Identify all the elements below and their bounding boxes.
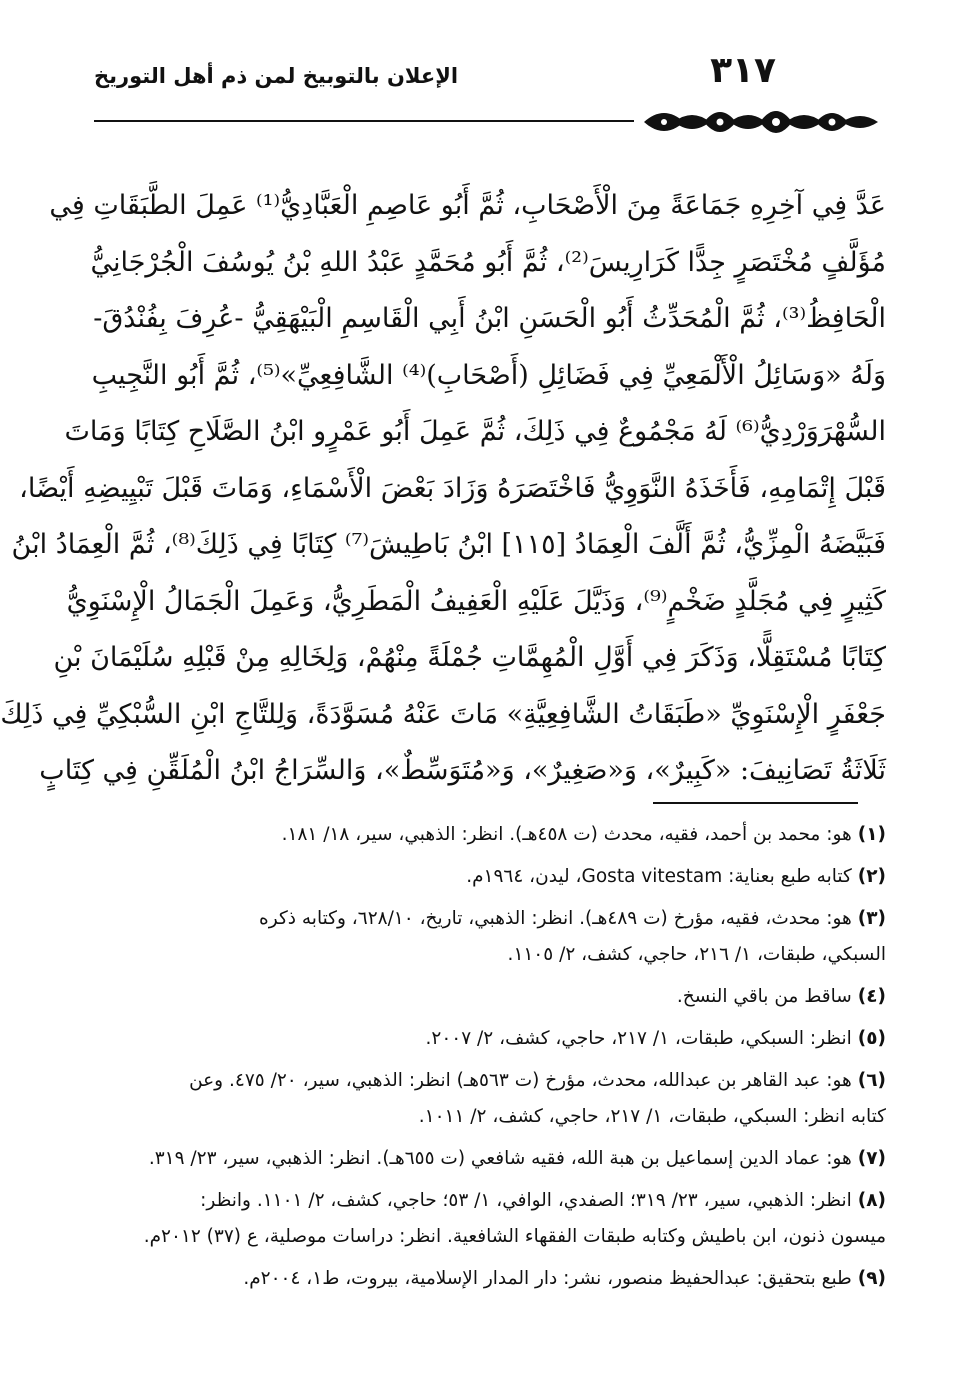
text-line: السُّهْرَوَرْدِيُّ⁽⁶⁾ لَهُ مَجْمُوعٌ فِي ذَلِكَ، ثُمَّ عَمِلَ أَبُو عَمْرٍو ابْنُ الصَّلَاحِ كِتَابًا وَمَاتَ [64, 416, 886, 447]
footnote-line [88, 1021, 886, 1057]
footnote-number: (٣) [857, 908, 886, 929]
page-number: ٣١٧ [710, 50, 776, 91]
footnote-line [88, 1063, 886, 1099]
footnote-line [88, 1261, 886, 1297]
footnote-line [88, 979, 886, 1015]
footnote-number: (٤) [857, 986, 886, 1007]
footnotes-list [88, 817, 886, 1303]
footnote-2 [88, 859, 886, 895]
footnote-9 [88, 1261, 886, 1297]
footnote-1 [88, 817, 886, 853]
footnote-text: طبع بتحقيق: عبدالحفيظ منصور، نشر: دار المدار الإسلامية، بيروت، ط١، ٢٠٠٤م. [243, 1268, 852, 1289]
footnote-3 [88, 901, 886, 973]
text-line: مُؤَلَّفٍ مُخْتَصَرٍ جِدًّا كَرَارِيسَ⁽²⁾، ثُمَّ أَبُو مُحَمَّدٍ عَبْدُ اللهِ بْنُ يُوسُفَ الْجُرْجَانِيُّ [90, 246, 886, 278]
floral-ornament-icon [634, 98, 884, 146]
footnote-5 [88, 1021, 886, 1057]
footnote-number: (٢) [857, 866, 886, 887]
footnote-text: انظر: السبكي، طبقات، ١/ ٢١٧، حاجي، كشف، ٢/ ٢٠٠٧. [425, 1028, 852, 1049]
footnote-line [88, 817, 886, 853]
footnote-number: (١) [857, 824, 886, 845]
footnote-text: هو: محدث، فقيه، مؤرخ (ت ٤٨٩هـ). انظر: الذهبي، تاريخ، ٦٢٨/١٠، وكتابه ذكره [259, 908, 852, 929]
footnote-line [88, 859, 886, 895]
footnote-line: ميسون ذنون، ابن باطيش وكتابه طبقات الفقهاء الشافعية. انظر: دراسات موصلية، ع (٣٧) ٢٠١٢م. [143, 1226, 886, 1247]
footnote-line [88, 901, 886, 937]
footnote-7 [88, 1141, 886, 1177]
text-line: كَثِيرٍ فِي مُجَلَّدٍ ضَخْمٍ⁽⁹⁾، وَذَيَّلَ عَلَيْهِ الْعَفِيفُ الْمَطَرِيُّ، وَعَمِلَ الْجَمَالُ الْإِسْنَوِيُّ [66, 585, 886, 617]
footnote-line: كتابه انظر: السبكي، طبقات، ١/ ٢١٧، حاجي، كشف، ٢/ ١٠١١. [418, 1106, 886, 1127]
text-line: عَدَّ فِي آخِرِهِ جَمَاعَةً مِنَ الْأَصْحَابِ، ثُمَّ أَبُو عَاصِمِ الْعَبَّادِيُّ⁽¹⁾ عَمِلَ الطَّبَقَاتِ فِي [49, 190, 886, 221]
page-header [94, 50, 884, 118]
text-line: الْحَافِظُ⁽³⁾، ثُمَّ الْمُحَدِّثُ أَبُو الْحَسَنِ ابْنُ أَبِي الْقَاسِمِ الْبَيْهَقِيُّ -عُرِفَ بِفُنْدُقَ- [93, 303, 886, 334]
text-line: قَبْلَ إِتْمَامِهِ، فَأَخَذَهُ النَّوَوِيُّ فَاخْتَصَرَهُ وَزَادَ بَعْضَ الْأَسْمَاءِ، وَمَاتَ قَبْلَ تَبْيِيضِهِ أَيْضًا، [19, 472, 886, 504]
footnote-number: (٦) [857, 1070, 886, 1091]
footnote-line: السبكي، طبقات، ١/ ٢١٦، حاجي، كشف، ٢/ ١١٠٥. [507, 944, 886, 965]
footnote-number: (٨) [857, 1190, 886, 1211]
footnote-text: هو: عماد الدين إسماعيل بن هبة الله، فقيه شافعي (ت ٦٥٥هـ). انظر: الذهبي، سير، ٢٣/ ٣١٩. [148, 1148, 852, 1169]
text-line: فَبَيَّضَهُ الْمِزِّيُّ، ثُمَّ أَلَّفَ الْعِمَادُ [١١٥] ابْنُ بَاطِيشَ⁽⁷⁾ كِتَابًا فِي ذَلِكَ⁽⁸⁾، ثُمَّ الْعِمَادُ ابْنُ [11, 529, 886, 560]
footnote-4 [88, 979, 886, 1015]
footnote-separator [653, 802, 858, 804]
footnote-number: (٩) [857, 1268, 886, 1289]
footnote-text: هو: محمد بن أحمد، فقيه، محدث (ت ٤٥٨هـ). انظر: الذهبي، سير، ١٨/ ١٨١. [281, 824, 852, 845]
text-line: كِتَابًا مُسْتَقِلًّا، وَذَكَرَ فِي أَوَّلِ الْمُهِمَّاتِ جُمْلَةً مِنْهُمْ، وَلِخَالِهِ مِنْ قَبْلِهِ سُلَيْمَانَ بْنِ [53, 642, 886, 673]
footnote-line [88, 1183, 886, 1219]
footnote-number: (٥) [857, 1028, 886, 1049]
footnote-8 [88, 1183, 886, 1255]
running-title: الإعلان بالتوبيخ لمن ذم أهل التوريخ [94, 64, 459, 88]
footnote-number: (٧) [857, 1148, 886, 1169]
text-line: جَعْفَرٍ الْإِسْنَوِيِّ «طَبَقَاتُ الشَّافِعِيَّةِ» مَاتَ عَنْهُ مُسَوَّدَةً، وَلِلتَّاجِ ابْنِ السُّبْكِيِّ فِي ذَلِكَ [0, 698, 886, 730]
footnote-text: انظر: الذهبي، سير، ٢٣/ ٣١٩؛ الصفدي، الوافي، ١/ ٥٣؛ حاجي، كشف، ٢/ ١١٠١. وانظر: [200, 1190, 852, 1211]
footnote-6 [88, 1063, 886, 1135]
footnote-text: هو: عبد القاهر بن عبدالله، محدث، مؤرخ (ت ٥٦٣هـ) انظر: الذهبي، سير، ٢٠/ ٤٧٥. وعن [189, 1070, 852, 1091]
main-text [0, 178, 886, 800]
footnote-text: ساقط من باقي النسخ. [676, 986, 852, 1007]
footnote-text: كتابه طبع بعناية: Gosta vitestam، ليدن، ١٩٦٤م. [466, 866, 852, 887]
text-line: ثَلَاثَةُ تَصَانِيفَ: «كَبِيرٌ»، وَ«صَغِيرٌ»، وَ«مُتَوَسِّطٌ»، وَالسِّرَاجُ ابْنُ الْمُلَقِّنِ فِي كِتَابٍ [39, 755, 886, 786]
footnote-line [88, 1141, 886, 1177]
text-line: وَلَهُ «وَسَائِلُ الْأَلْمَعِيِّ فِي فَضَائِلِ (أَصْحَابِ)⁽⁴⁾ الشَّافِعِيِّ»⁽⁵⁾، ثُمَّ أَبُو النَّجِيبِ [91, 359, 886, 391]
